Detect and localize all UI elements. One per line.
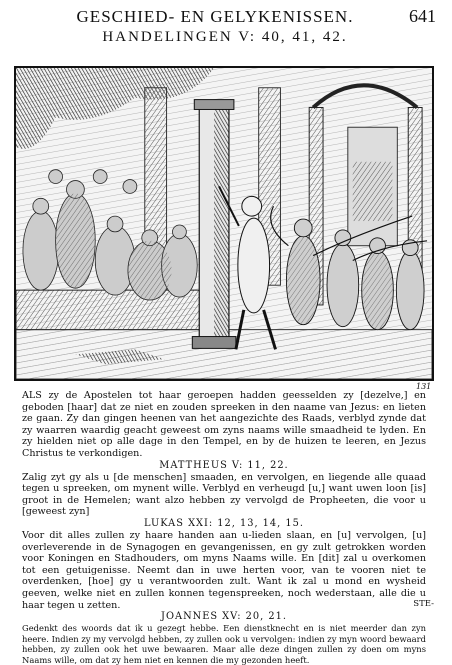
plate-number: 131 [416, 382, 432, 391]
engraving-scene [16, 68, 432, 379]
paragraph-luke: Voor dit alles zullen zy haare handen aan u-lieden slaan, en [u] vervolgen, [u] overleverende in de Synagogen en gevangenissen, en gy zult getrokken worden voor Koningen en Stadhouders, om myns Naams wille. En [dit] zal u overkomen tot een getuigenisse. Neemt dan in uwe herten voor, van te vooren niet te overdenken, [hoe] gy u verantwoorden zult. Want ik zal u mond en wysheid geeven, welke niet en zullen konnen tegenspreeken, noch wederstaan, alle die u haar tegen u zetten. [22, 529, 426, 611]
running-title: GESCHIED- EN GELYKENISSEN. [76, 7, 354, 26]
chapter-reference: HANDELINGEN V: 40, 41, 42. [102, 29, 348, 45]
catchword: STE- [413, 599, 434, 609]
paragraph-acts: ALS zy de Apostelen tot haar geroepen hadden geesselden zy [dezelve,] en geboden [haar] dat ze niet en zouden spreeken in den naame van Jezus: en lieten ze gaan. Zy dan gingen heenen van het aangezichte des Raads, verblyd zynde dat zy waarren waardig geacht geweest om zyns naams wille smaadheid te lyden. En zy hielden niet op alle dage in den Tempel, en by de huizen te leeren, en Jezus Christus te verkondigen. [22, 390, 426, 459]
text-block [22, 390, 426, 665]
page-number: 641 [409, 6, 436, 26]
paragraph-matthew: Zalig zyt gy als u [de menschen] smaaden, en vervolgen, en liegende alle quaad tegen u spreeken, om mynent wille. Verblyd en verheugd [u,] want uwen loon [is] groot in de Hemelen; want alzo hebben zy vervolgd de Propheeten, die voor u [geweest zyn] [22, 471, 426, 518]
reference-matthew: MATTHEUS V: 11, 22. [159, 459, 289, 471]
reference-john: JOANNES XV: 20, 21. [161, 611, 287, 623]
paragraph-john: Gedenkt des woords dat ik u gezegt hebbe. Een dienstknecht en is niet meerder dan zyn heere. Indien zy my vervolgd hebben, zy zullen ook u vervolgen: indien zy myn woord bewaard hebben, zy zullen ook het uwe bewaaren. Maar alle deze dingen zullen zy doen om myns Naams wille, om dat zy hem niet en kennen die my gezonden heeft. [22, 623, 426, 665]
reference-luke: LUKAS XXI: 12, 13, 14, 15. [144, 517, 304, 529]
engraving-illustration [14, 66, 434, 381]
